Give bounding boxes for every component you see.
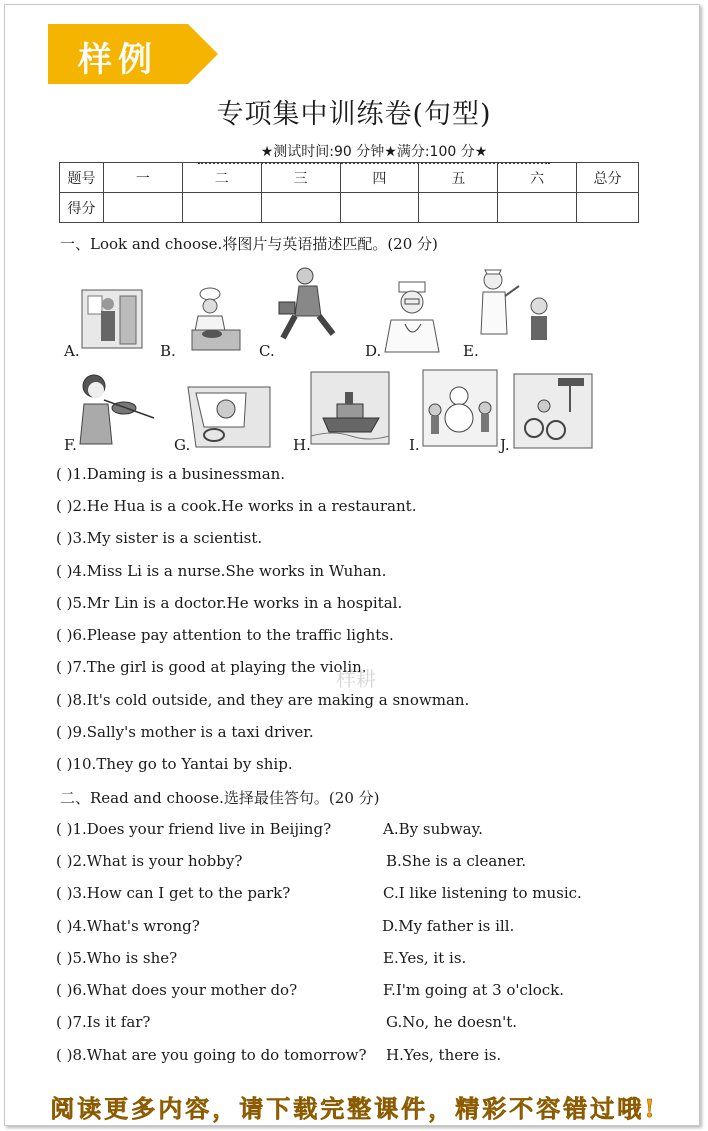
- picture-label: D.: [365, 342, 382, 360]
- section1-question: ( )7.The girl is good at playing the violin.: [56, 658, 367, 676]
- score-header-cell: 四: [340, 163, 419, 193]
- section1-question: ( )9.Sally's mother is a taxi driver.: [56, 723, 314, 741]
- section2-question: ( )7.Is it far?: [56, 1013, 151, 1031]
- picture-label: J.: [500, 436, 510, 454]
- section2-question: ( )6.What does your mother do?: [56, 981, 298, 999]
- picture-c: [259, 264, 354, 360]
- section2-question: ( )1.Does your friend live in Beijing?: [56, 820, 332, 838]
- section1-question: ( )5.Mr Lin is a doctor.He works in a hospital.: [56, 594, 403, 612]
- sample-banner: [48, 24, 218, 84]
- score-header-cell: 三: [261, 163, 340, 193]
- banner-label: 样例: [78, 40, 158, 80]
- section2-question: ( )8.What are you going to do tomorrow?: [56, 1046, 367, 1064]
- score-header-cell: 总分: [577, 163, 639, 193]
- picture-label: G.: [174, 436, 191, 454]
- picture-j: [500, 372, 595, 454]
- picture-d: [365, 280, 455, 360]
- score-input-cell[interactable]: [103, 193, 182, 223]
- score-header-cell: 六: [498, 163, 577, 193]
- section2-question: ( )4.What's wrong?: [56, 917, 200, 935]
- section2-heading: 二、Read and choose.选择最佳答句。(20 分): [60, 789, 380, 807]
- section2-answer: C.I like listening to music.: [383, 884, 582, 902]
- score-input-cell[interactable]: [419, 193, 498, 223]
- section2-question: ( )2.What is your hobby?: [56, 852, 243, 870]
- snowman-picture-icon: [409, 368, 501, 450]
- score-input-cell[interactable]: [340, 193, 419, 223]
- score-header-cell: 二: [182, 163, 261, 193]
- score-table: [59, 162, 639, 223]
- picture-label: A.: [64, 342, 80, 360]
- score-header-cell: 题号: [60, 163, 104, 193]
- violin-girl-picture-icon: [64, 370, 159, 450]
- section2-question: ( )5.Who is she?: [56, 949, 178, 967]
- picture-label: F.: [64, 436, 77, 454]
- section2-answer: B.She is a cleaner.: [386, 852, 527, 870]
- traffic-lights-picture-icon: [500, 372, 595, 450]
- section2-answer: A.By subway.: [383, 820, 483, 838]
- section2-answer: G.No, he doesn't.: [386, 1013, 518, 1031]
- picture-label: I.: [409, 436, 420, 454]
- test-meta: ★测试时间:90 分钟★满分:100 分★: [198, 141, 550, 164]
- download-promo-footer[interactable]: 阅读更多内容，请下载完整课件，精彩不容错过哦!: [50, 1094, 658, 1123]
- picture-h: [293, 370, 393, 454]
- section1-heading: 一、Look and choose.将图片与英语描述匹配。(20 分): [60, 235, 438, 253]
- picture-a: [64, 286, 154, 360]
- section2-answer: D.My father is ill.: [382, 917, 515, 935]
- score-input-cell[interactable]: [577, 193, 639, 223]
- section2-answer: E.Yes, it is.: [383, 949, 467, 967]
- section1-question: ( )3.My sister is a scientist.: [56, 529, 263, 547]
- score-header-cell: 一: [103, 163, 182, 193]
- section1-question: ( )4.Miss Li is a nurse.She works in Wuhan.: [56, 562, 387, 580]
- picture-label: H.: [293, 436, 311, 454]
- score-table-header-row: [60, 163, 639, 193]
- score-input-cell[interactable]: [261, 193, 340, 223]
- picture-label: E.: [463, 342, 479, 360]
- section2-question: ( )3.How can I get to the park?: [56, 884, 291, 902]
- section2-answer: F.I'm going at 3 o'clock.: [383, 981, 565, 999]
- score-input-cell[interactable]: [182, 193, 261, 223]
- section1-question: ( )10.They go to Yantai by ship.: [56, 755, 293, 773]
- section1-question: ( )2.He Hua is a cook.He works in a restaurant.: [56, 497, 417, 515]
- section1-question: ( )8.It's cold outside, and they are making a snowman.: [56, 691, 470, 709]
- picture-label: B.: [160, 342, 176, 360]
- picture-g: [174, 383, 274, 454]
- section1-question: ( )1.Daming is a businessman.: [56, 465, 286, 483]
- picture-f: [64, 370, 159, 454]
- watermark: 样耕: [336, 667, 376, 691]
- section1-question: ( )6.Please pay attention to the traffic lights.: [56, 626, 394, 644]
- score-header-cell: 五: [419, 163, 498, 193]
- picture-e: [463, 264, 563, 360]
- picture-i: [409, 368, 501, 454]
- score-table-score-row: [60, 193, 639, 223]
- section2-answer: H.Yes, there is.: [386, 1046, 502, 1064]
- page-title: 专项集中训练卷(句型): [216, 99, 492, 130]
- picture-b: [160, 286, 250, 360]
- picture-label: C.: [259, 342, 275, 360]
- score-input-cell[interactable]: [498, 193, 577, 223]
- score-row-label: 得分: [60, 193, 104, 223]
